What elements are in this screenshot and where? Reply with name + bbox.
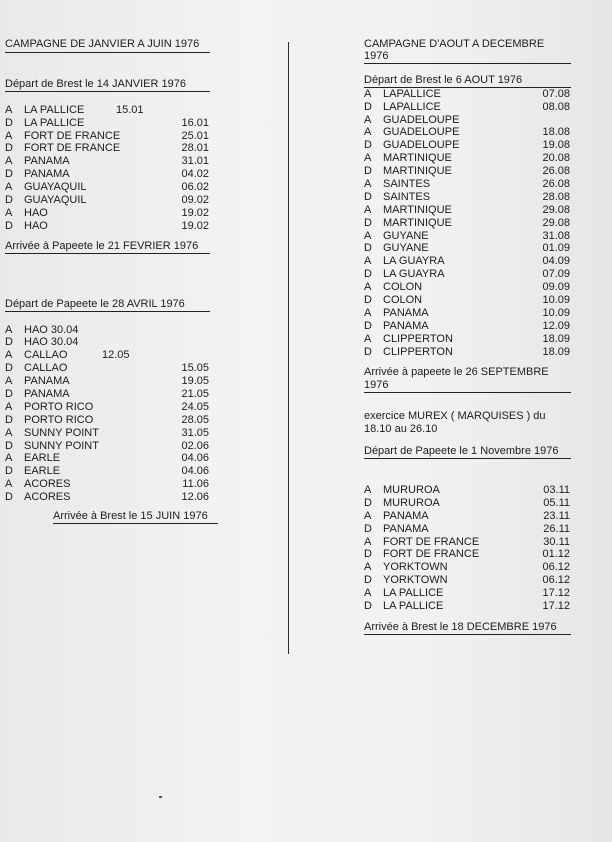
leg1-header: Départ de Brest le 14 JANVIER 1976 [5,78,210,92]
port-name: PANAMA [24,168,70,181]
arrival-departure-code: D [5,336,13,349]
port-name: MARTINIQUE [383,165,452,178]
arrival-departure-code: A [5,206,13,219]
campaign-title-aug-dec [364,38,571,64]
itinerary-row [5,465,209,478]
itinerary-row [5,427,209,440]
date-value: 01.12 [542,548,570,561]
port-name: SUNNY POINT [24,426,99,439]
itinerary-row [364,574,570,587]
leg4-header: Départ de Papeete le 1 Novembre 1976 [364,445,571,459]
itinerary-row [5,324,209,337]
date-value: 28.08 [542,190,570,203]
arrival-departure-code: A [364,152,372,165]
itinerary-row [5,207,209,220]
port-name: MARTINIQUE [383,203,452,216]
arrival-departure-code: A [364,229,372,242]
arrival-departure-code: D [364,548,372,561]
port-name: GUADELOUPE [383,113,460,126]
itinerary-row [364,255,570,268]
date-value: 21.05 [181,387,209,400]
port-name: CALLAO [24,362,68,375]
itinerary-row [5,142,209,155]
arrival-departure-code: D [364,242,372,255]
arrival-departure-code: D [364,268,372,281]
arrival-departure-code: D [364,345,372,358]
arrival-departure-code: A [364,281,372,294]
itinerary-row [5,478,209,491]
port-name: COLON [383,281,423,294]
itinerary-row [364,307,570,320]
port-name: SAINTES [383,190,431,203]
itinerary-row [364,346,570,359]
arrival-departure-code: D [5,465,13,478]
port-name: EARLE [24,465,61,478]
date-value: 24.05 [181,400,209,413]
port-name: PANAMA [383,522,429,535]
date-value: 29.08 [542,216,570,229]
arrival-departure-code: A [5,375,13,388]
date-value: 10.09 [542,306,570,319]
itinerary-row [364,152,570,165]
itinerary-row [5,194,209,207]
date-value: 26.08 [542,177,570,190]
arrival-departure-code: D [5,168,13,181]
arrival-departure-code: D [364,139,372,152]
itinerary-row [364,230,570,243]
itinerary-row [5,491,209,504]
date-value: 15.01 [116,103,144,116]
itinerary-row [5,401,209,414]
port-name: LAPALLICE [383,87,441,100]
date-value: 18.09 [542,332,570,345]
itinerary-row [364,600,570,613]
itinerary-row [5,388,209,401]
date-value: 31.05 [181,426,209,439]
port-name: SUNNY POINT [24,439,99,452]
itinerary-row [364,217,570,230]
itinerary-row [5,130,209,143]
port-name: PANAMA [383,306,429,319]
port-name: LA PALLICE [383,587,444,600]
itinerary-row [364,484,570,497]
date-value: 23.11 [543,509,570,522]
date-value: 03.11 [543,483,570,496]
arrival-departure-code: A [5,103,13,116]
arrival-departure-code: A [5,155,13,168]
itinerary-row [364,165,570,178]
leg3-header: Départ de Brest le 6 AOUT 1976 [364,74,571,88]
port-name: PANAMA [383,319,429,332]
port-name: YORKTOWN [383,561,448,574]
arrival-departure-code: A [364,203,372,216]
date-value: 09.09 [542,281,570,294]
date-value: 10.09 [542,293,570,306]
arrival-departure-code: D [5,387,13,400]
itinerary-row [364,497,570,510]
itinerary-row [5,452,209,465]
date-value: 26.11 [543,522,570,535]
exercise-line1: exercice MUREX ( MARQUISES ) du [364,410,546,423]
date-value: 17.12 [542,587,570,600]
leg3-footer-line2: 1976 [364,379,389,392]
arrival-departure-code: A [5,181,13,194]
itinerary-row [5,375,209,388]
arrival-departure-code: A [5,323,13,336]
date-value: 28.05 [181,413,209,426]
date-value: 26.08 [542,165,570,178]
port-name: HAO [24,206,48,219]
arrival-departure-code: D [5,142,13,155]
port-name: FORT DE FRANCE [383,548,480,561]
date-value: 09.02 [181,194,209,207]
itinerary-row [364,333,570,346]
date-value: 01.09 [542,242,570,255]
port-name: ACORES [24,491,71,504]
arrival-departure-code: D [364,165,372,178]
port-name: PORTO RICO [24,400,94,413]
date-value: 18.09 [542,345,570,358]
arrival-departure-code: D [364,319,372,332]
itinerary-row [364,523,570,536]
port-name: GUAYAQUIL [24,181,87,194]
date-value: 07.09 [542,268,570,281]
arrival-departure-code: A [364,87,372,100]
port-name: HAO 30.04 [24,336,79,349]
port-name: LA GUAYRA [383,268,445,281]
port-name: LA PALLICE [24,103,85,116]
port-name: PORTO RICO [24,413,94,426]
date-value: 04.06 [181,452,209,465]
arrival-departure-code: D [364,190,372,203]
arrival-departure-code: A [364,509,372,522]
itinerary-row [5,349,209,362]
date-value: 04.06 [181,465,209,478]
arrival-departure-code: A [364,255,372,268]
date-value: 19.02 [181,206,209,219]
column-divider [288,42,289,654]
itinerary-row [364,320,570,333]
leg3-footer-line1: Arrivée à papeete le 26 SEPTEMBRE [364,366,549,379]
date-value: 29.08 [542,203,570,216]
date-value: 15.05 [181,362,209,375]
date-value: 16.01 [181,116,209,129]
date-value: 08.08 [542,100,570,113]
port-name: GUYANE [383,229,429,242]
date-value: 18.08 [542,126,570,139]
leg4-footer: Arrivée à Brest le 18 DECEMBRE 1976 [364,621,571,635]
port-name: PANAMA [24,387,70,400]
arrival-departure-code: A [364,587,372,600]
campaign-title-line2: 1976 [364,49,389,62]
right-column [364,38,571,635]
port-name: HAO [24,219,48,232]
arrival-departure-code: A [364,332,372,345]
date-value: 05.11 [543,496,570,509]
itinerary-row [5,440,209,453]
leg1-footer: Arrivée à Papeete le 21 FEVRIER 1976 [5,240,210,254]
port-name: MURUROA [383,496,440,509]
port-name: EARLE [24,452,61,465]
date-value: 11.06 [182,478,209,491]
port-name: ACORES [24,478,71,491]
port-name: GUYANE [383,242,429,255]
campaign-title-jan-jun: CAMPAGNE DE JANVIER A JUIN 1976 [5,38,210,53]
itinerary-row [364,536,570,549]
itinerary-row [5,117,209,130]
date-value: 07.08 [542,87,570,100]
arrival-departure-code: D [5,194,13,207]
arrival-departure-code: D [364,574,372,587]
itinerary-row [364,204,570,217]
arrival-departure-code: A [364,306,372,319]
arrival-departure-code: A [364,126,372,139]
itinerary-row [364,88,570,101]
date-value: 12.06 [181,491,209,504]
itinerary-row [364,268,570,281]
port-name: CALLAO [24,349,68,362]
arrival-departure-code: D [5,116,13,129]
port-name: LA PALLICE [383,599,444,612]
itinerary-row [364,587,570,600]
date-value: 04.02 [181,168,209,181]
port-name: MURUROA [383,483,440,496]
date-value: 30.11 [543,535,570,548]
itinerary-row [364,191,570,204]
itinerary-row [5,336,209,349]
itinerary-row [5,104,209,117]
date-value: 02.06 [181,439,209,452]
arrival-departure-code: D [364,293,372,306]
port-name: LA PALLICE [24,116,85,129]
date-value: 12.05 [102,349,130,362]
date-value: 12.09 [542,319,570,332]
date-value: 20.08 [542,152,570,165]
leg3-itinerary [364,88,570,359]
arrival-departure-code: D [364,216,372,229]
itinerary-row [5,414,209,427]
page-speck [159,796,162,798]
date-value: 31.01 [181,155,209,168]
port-name: MARTINIQUE [383,216,452,229]
leg1-itinerary [5,104,209,233]
itinerary-row [364,561,570,574]
exercise-note [364,410,571,436]
left-column [5,38,210,524]
date-value: 19.05 [181,375,209,388]
arrival-departure-code: D [5,362,13,375]
campaign-title-line1: CAMPAGNE D'AOUT A DECEMBRE [364,38,545,50]
port-name: FORT DE FRANCE [24,129,121,142]
port-name: PANAMA [24,375,70,388]
itinerary-row [364,510,570,523]
arrival-departure-code: D [5,491,13,504]
arrival-departure-code: A [5,129,13,142]
port-name: LAPALLICE [383,100,441,113]
date-value: 25.01 [181,129,209,142]
arrival-departure-code: D [364,522,372,535]
itinerary-row [5,220,209,233]
itinerary-row [364,281,570,294]
leg2-header: Départ de Papeete le 28 AVRIL 1976 [5,298,210,312]
port-name: CLIPPERTON [383,345,453,358]
itinerary-row [5,181,209,194]
arrival-departure-code: A [364,535,372,548]
date-value: 31.08 [542,229,570,242]
date-value: 06.12 [542,561,570,574]
date-value: 19.02 [181,219,209,232]
port-name: MARTINIQUE [383,152,452,165]
arrival-departure-code: A [5,400,13,413]
date-value: 06.02 [181,181,209,194]
itinerary-row [364,101,570,114]
arrival-departure-code: A [5,478,13,491]
arrival-departure-code: D [5,219,13,232]
itinerary-row [364,242,570,255]
arrival-departure-code: D [5,413,13,426]
arrival-departure-code: A [5,426,13,439]
port-name: CLIPPERTON [383,332,453,345]
arrival-departure-code: D [364,496,372,509]
port-name: LA GUAYRA [383,255,445,268]
arrival-departure-code: D [364,599,372,612]
port-name: GUAYAQUIL [24,194,87,207]
itinerary-row [5,168,209,181]
itinerary-row [5,362,209,375]
port-name: SAINTES [383,177,431,190]
arrival-departure-code: D [5,439,13,452]
arrival-departure-code: A [364,561,372,574]
port-name: PANAMA [24,155,70,168]
itinerary-row [364,126,570,139]
itinerary-row [364,548,570,561]
port-name: FORT DE FRANCE [24,142,121,155]
leg3-footer [364,366,571,393]
itinerary-row [364,114,570,127]
date-value: 17.12 [542,599,570,612]
port-name: COLON [383,293,423,306]
arrival-departure-code: A [364,177,372,190]
arrival-departure-code: D [364,100,372,113]
port-name: YORKTOWN [383,574,448,587]
itinerary-row [364,178,570,191]
leg4-itinerary [364,484,570,613]
arrival-departure-code: A [364,113,372,126]
leg2-itinerary [5,324,209,504]
exercise-line2: 18.10 au 26.10 [364,423,438,436]
port-name: PANAMA [383,509,429,522]
date-value: 28.01 [181,142,209,155]
leg2-footer: Arrivée à Brest le 15 JUIN 1976 [53,510,218,524]
date-value: 04.09 [542,255,570,268]
port-name: HAO 30.04 [24,323,79,336]
date-value: 06.12 [542,574,570,587]
port-name: GUADELOUPE [383,126,460,139]
date-value: 19.08 [542,139,570,152]
port-name: GUADELOUPE [383,139,460,152]
arrival-departure-code: A [5,349,13,362]
arrival-departure-code: A [364,483,372,496]
itinerary-row [364,294,570,307]
arrival-departure-code: A [5,452,13,465]
port-name: FORT DE FRANCE [383,535,480,548]
itinerary-row [5,155,209,168]
itinerary-row [364,139,570,152]
